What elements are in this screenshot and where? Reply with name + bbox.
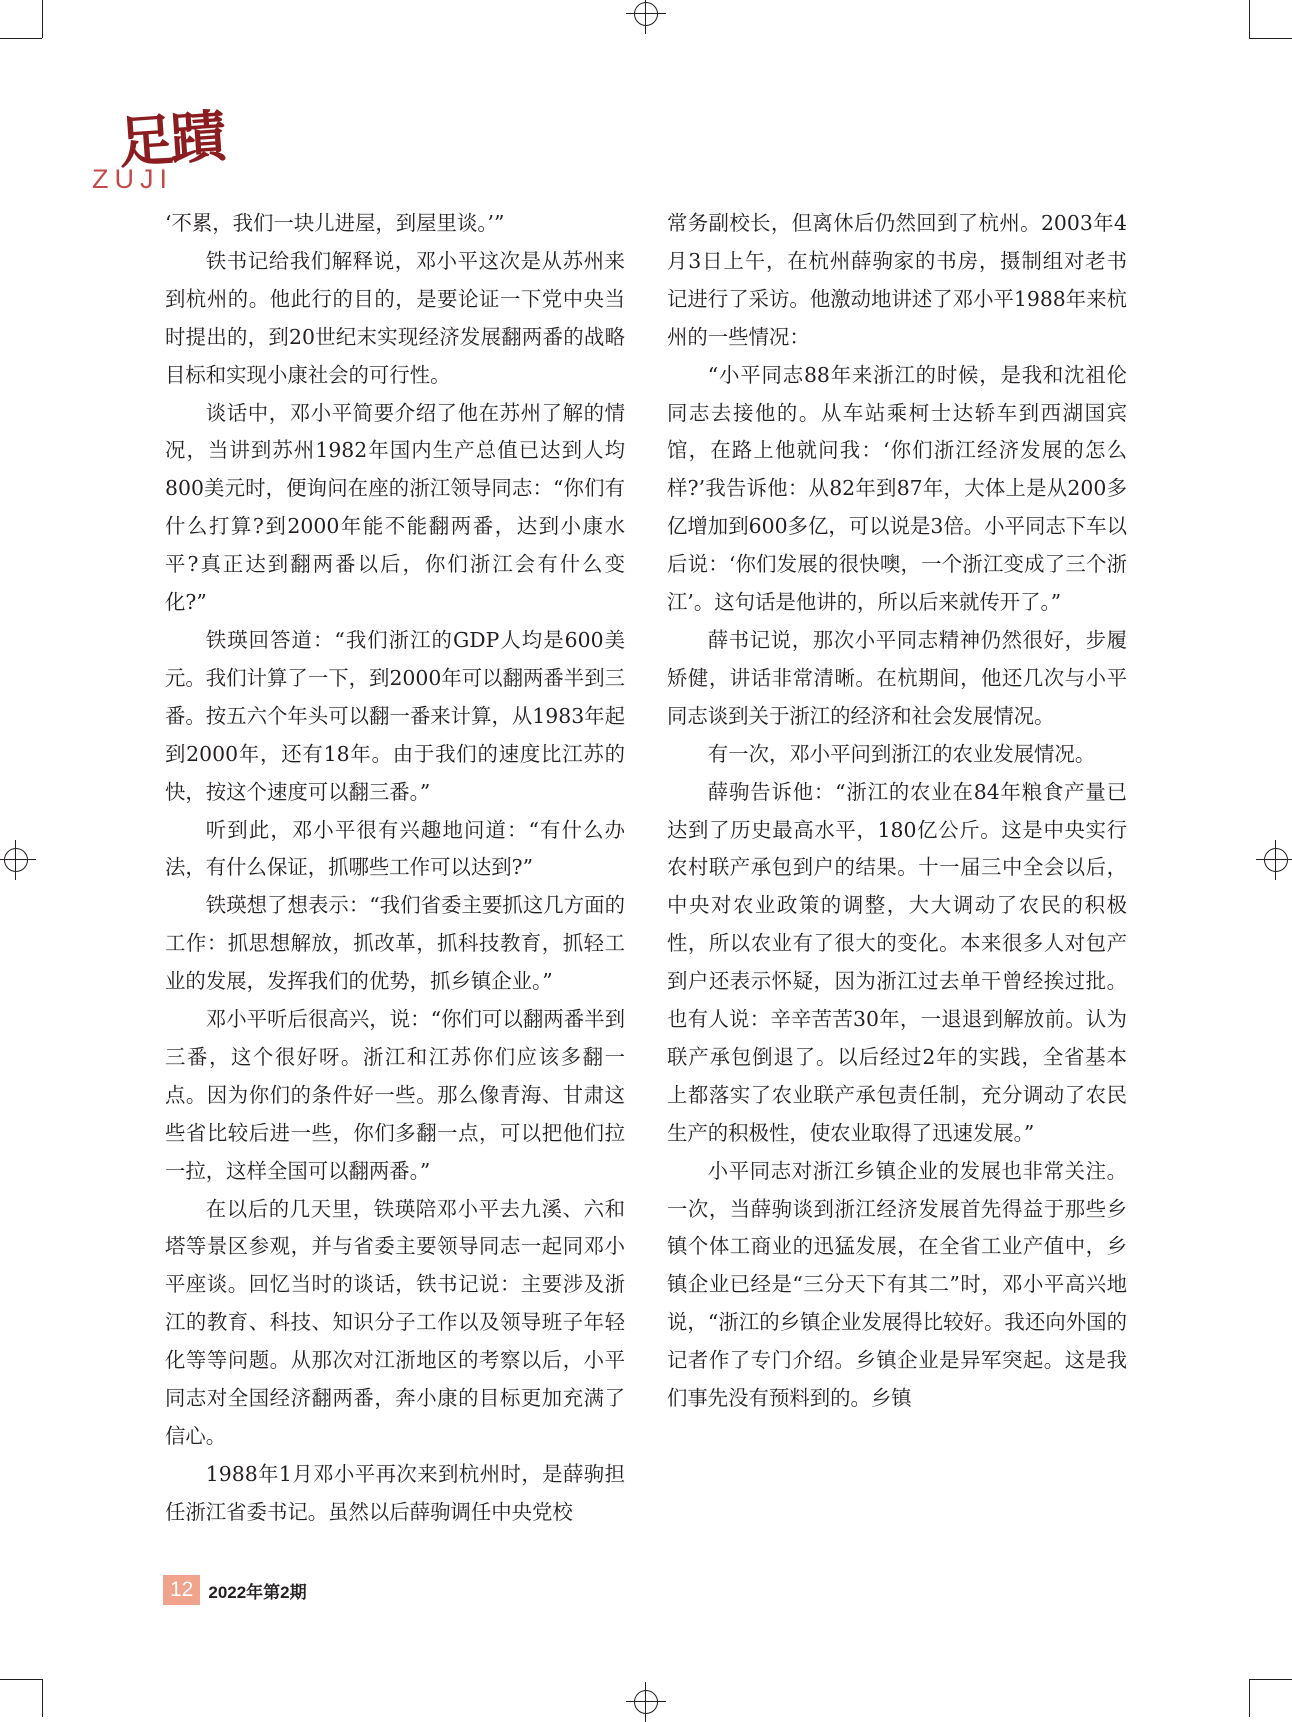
registration-mark-icon [626, 0, 666, 34]
section-title-cn: 足蹟 [116, 103, 225, 177]
paragraph: “小平同志88年来浙江的时候，是我和沈祖伦同志去接他的。从车站乘柯士达轿车到西湖国宾馆，在路上他就问我：‘你们浙江经济发展的怎么样?’我告诉他：从82年到87年，大体上是从200多亿增加到600多亿，可以说是3倍。小平同志下车以后说：‘你们发展的很快噢，一个浙江变成了三个浙江’。这句话是他讲的，所以后来就传开了。” [667, 362, 1127, 615]
left-text-column [165, 205, 625, 1550]
crop-mark [42, 1679, 43, 1717]
paragraph: 1988年1月邓小平再次来到杭州时，是薛驹担任浙江省委书记。虽然以后薛驹调任中央党校 [165, 1461, 625, 1524]
crop-mark [1249, 38, 1292, 39]
paragraph: ‘不累，我们一块儿进屋，到屋里谈。’” [165, 211, 505, 235]
paragraph: 小平同志对浙江乡镇企业的发展也非常关注。一次，当薛驹谈到浙江经济发展首先得益于那些乡镇个体工商业的迅猛发展，在全省工业产值中，乡镇企业已经是“三分天下有其二”时，邓小平高兴地说，“浙江的乡镇企业发展得比较好。我还向外国的记者作了专门介绍。乡镇企业是异军突起。这是我们事先没有预料到的。乡镇 [667, 1158, 1127, 1411]
crop-mark [42, 0, 43, 38]
crop-mark [0, 1679, 42, 1680]
paragraph: 铁瑛回答道：“我们浙江的GDP人均是600美元。我们计算了一下，到2000年可以翻两番半到三番。按五六个年头可以翻一番来计算，从1983年起到2000年，还有18年。由于我们的速度比江苏的快，按这个速度可以翻三番。” [165, 627, 625, 804]
registration-mark-icon [1256, 840, 1292, 880]
page-number: 12 [163, 1575, 200, 1605]
paragraph: 谈话中，邓小平简要介绍了他在苏州了解的情况，当讲到苏州1982年国内生产总值已达到人均800美元时，便询问在座的浙江领导同志：“你们有什么打算?到2000年能不能翻两番，达到小康水平?真正达到翻两番以后，你们浙江会有什么变化?” [165, 400, 625, 615]
paragraph: 在以后的几天里，铁瑛陪邓小平去九溪、六和塔等景区参观，并与省委主要领导同志一起同邓小平座谈。回忆当时的谈话，铁书记说：主要涉及浙江的教育、科技、知识分子工作以及领导班子年轻化等等问题。从那次对江浙地区的考察以后，小平同志对全国经济翻两番，奔小康的目标更加充满了信心。 [165, 1196, 625, 1448]
crop-mark [1249, 1679, 1292, 1680]
crop-mark [0, 38, 42, 39]
paragraph: 薛驹告诉他：“浙江的农业在84年粮食产量已达到了历史最高水平，180亿公斤。这是中央实行农村联产承包到户的结果。十一届三中全会以后，中央对农业政策的调整，大大调动了农民的积极性，所以农业有了很大的变化。本来很多人对包产到户还表示怀疑，因为浙江过去单干曾经挨过批。也有人说：辛辛苦苦30年，一退退到解放前。认为联产承包倒退了。以后经过2年的实践，全省基本上都落实了农业联产承包责任制，充分调动了农民生产的积极性，使农业取得了迅速发展。” [667, 779, 1127, 1145]
paragraph: 邓小平听后很高兴，说：“你们可以翻两番半到三番，这个很好呀。浙江和江苏你们应该多翻一点。因为你们的条件好一些。那么像青海、甘肃这些省比较后进一些，你们多翻一点，可以把他们拉一拉，这样全国可以翻两番。” [165, 1007, 625, 1183]
paragraph: 常务副校长，但离休后仍然回到了杭州。2003年4月3日上午，在杭州薛驹家的书房，摄制组对老书记进行了采访。他激动地讲述了邓小平1988年来杭州的一些情况： [667, 211, 1127, 349]
section-header [88, 96, 248, 196]
paragraph: 听到此，邓小平很有兴趣地问道：“有什么办法，有什么保证，抓哪些工作可以达到?” [165, 817, 625, 880]
section-title-en: ZUJI [92, 164, 173, 194]
crop-mark [1249, 1679, 1250, 1717]
right-text-column [667, 205, 1127, 1550]
paragraph: 有一次，邓小平问到浙江的农业发展情况。 [707, 741, 1096, 766]
page-footer [163, 1575, 307, 1605]
paragraph: 薛书记说，那次小平同志精神仍然很好，步履矫健，讲话非常清晰。在杭期间，他还几次与小平同志谈到关于浙江的经济和社会发展情况。 [667, 627, 1127, 728]
paragraph: 铁瑛想了想表示：“我们省委主要抓这几方面的工作：抓思想解放，抓改革，抓科技教育，抓轻工业的发展，发挥我们的优势，抓乡镇企业。” [165, 893, 625, 994]
registration-mark-icon [0, 840, 36, 880]
crop-mark [1249, 0, 1250, 38]
paragraph: 铁书记给我们解释说，邓小平这次是从苏州来到杭州的。他此行的目的，是要论证一下党中央当时提出的，到20世纪末实现经济发展翻两番的战略目标和实现小康社会的可行性。 [165, 248, 625, 387]
registration-mark-icon [626, 1682, 666, 1722]
issue-label: 2022年第2期 [208, 1582, 307, 1602]
